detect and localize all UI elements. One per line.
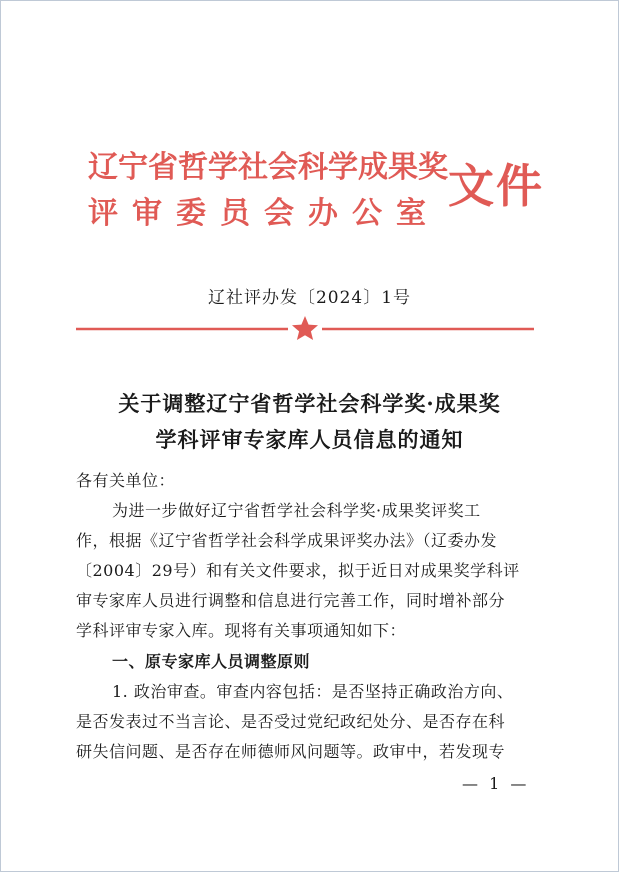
header-org-line2: 评审委员会办公室 <box>88 196 440 231</box>
notice-title-line2: 学科评审专家库人员信息的通知 <box>155 427 464 452</box>
paragraph-line: 作，根据《辽宁省哲学社会科学成果评奖办法》（辽委办发 <box>76 531 498 550</box>
paragraph-line: 〔2004〕29号）和有关文件要求，拟于近日对成果奖学科评 <box>76 561 520 580</box>
page-number: — 1 — <box>462 774 530 793</box>
paragraph-line: 研失信问题、是否存在师德师风问题等。政审中，若发现专 <box>76 742 506 761</box>
header-document-suffix: 文件 <box>448 159 544 213</box>
notice-title-line1: 关于调整辽宁省哲学社会科学奖·成果奖 <box>118 391 501 416</box>
paragraph-line: 为进一步做好辽宁省哲学社会科学奖·成果奖评奖工 <box>112 501 481 520</box>
section-heading: 一、原专家库人员调整原则 <box>112 652 311 671</box>
salutation: 各有关单位： <box>76 471 176 490</box>
paragraph-line: 审专家库人员进行调整和信息进行完善工作，同时增补部分 <box>76 591 506 610</box>
document-number: 辽社评办发〔2024〕1号 <box>207 288 412 308</box>
red-divider-with-star <box>76 316 534 340</box>
star-icon <box>292 316 318 340</box>
paragraph-line: 1. 政治审查。审查内容包括：是否坚持正确政治方向、 <box>112 682 514 701</box>
paragraph-line: 是否发表过不当言论、是否受过党纪政纪处分、是否存在科 <box>76 712 506 731</box>
paragraph-line: 学科评审专家入库。现将有关事项通知如下： <box>76 621 407 640</box>
header-org-line1: 辽宁省哲学社会科学成果奖 <box>88 150 448 185</box>
